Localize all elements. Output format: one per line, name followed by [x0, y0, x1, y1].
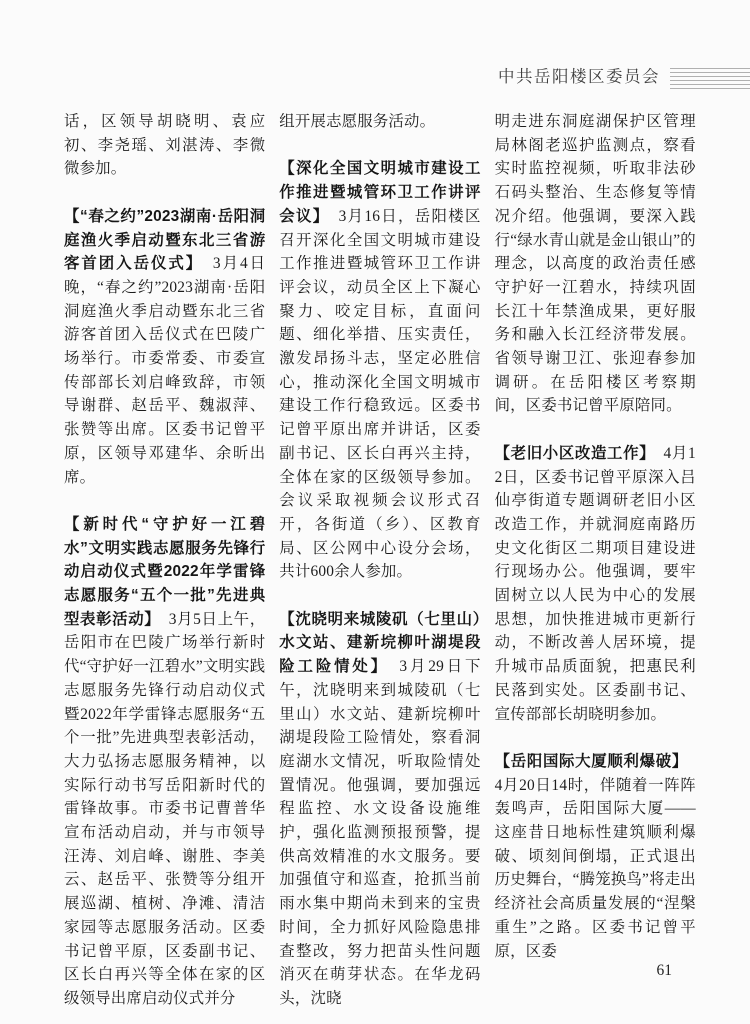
entry-paragraph — [279, 608, 480, 1011]
entry-paragraph — [495, 442, 696, 726]
entry-body: 4月12日，区委书记曾平原深入吕仙亭街道专题调研老旧小区改造工作，并就洞庭南路历史文化街区二期项目建设进行现场办公。他强调，要牢固树立以人民为中心的发展思想，加快推进城市更新行动，不断改善人居环境，提升城市品质面貌，把惠民利民落到实处。区委副书记、宣传部部长胡晓明参加。 — [494, 444, 696, 723]
page-number: 61 — [656, 962, 672, 979]
entry-paragraph — [495, 750, 696, 963]
header-rule-lines — [670, 68, 750, 89]
page-footer — [657, 962, 673, 980]
entry-paragraph — [64, 205, 265, 489]
entry-title: 【新时代“守护好一江碧水”文明实践志愿服务先锋行动启动仪式暨2022年学雷锋志愿服务“五个一批”先进典型表彰活动】 — [64, 515, 266, 628]
entry-title: 【深化全国文明城市建设工作推进暨城管环卫工作讲评会议】 — [279, 160, 481, 225]
entry-body: 3月4日晚，“春之约”2023湖南·岳阳洞庭渔火季启动暨东北三省游客首团入岳仪式在巴陵广场举行。市委常委、市委宣传部部长刘启峰致辞，市领导谢群、赵岳平、魏淑萍、张赞等出席。区委书记曾平原，区领导邓建华、余昕出席。 — [64, 255, 266, 486]
entry-paragraph — [64, 513, 265, 1011]
text-column-1 — [64, 110, 265, 1011]
entry-paragraph — [279, 157, 480, 584]
running-head-title: 中共岳阳楼区委员会 — [498, 68, 660, 86]
text-column-2 — [279, 110, 480, 1011]
continuation-paragraph: 明走进东洞庭湖保护区管理局林阁老巡护监测点，察看实时监控视频，听取非法砂石码头整治、生态修复等情况介绍。他强调，要深入践行“绿水青山就是金山银山”的理念，以高度的政治责任感守护好一江碧水，持续巩固长江十年禁渔成果，更好服务和融入长江经济带发展。省领导谢卫江、张迎春参加调研。在岳阳楼区考察期间，区委书记曾平原陪同。 — [494, 113, 696, 415]
text-column-3 — [495, 110, 696, 1011]
continuation-paragraph: 组开展志愿服务活动。 — [279, 113, 436, 130]
entry-body: 4月20日14时，伴随着一阵阵轰鸣声，岳阳国际大厦——这座昔日地标性建筑顺利爆破、顷刻间倒塌，正式退出历史舞台，“腾笼换鸟”将走出经济社会高质量发展的“涅槃重生”之路。区委书记曾平原，区委 — [494, 752, 696, 960]
entry-body: 3月29日下午，沈晓明来到城陵矶（七里山）水文站、建新垸柳叶湖堤段险工险情处，察看洞庭湖水文情况，听取险情处置情况。他强调，要加强远程监控、水文设备设施维护，强化监测预报预警，提供高效精准的水文服务。要加强值守和巡查，抢抓当前雨水集中期尚未到来的宝贵时间，全力抓好风险隐患排查整改，努力把苗头性问题消灭在萌芽状态。在华龙码头，沈晓 — [279, 658, 481, 1007]
entry-title: 【“春之约”2023湖南·岳阳洞庭渔火季启动暨东北三省游客首团入岳仪式】 — [64, 207, 266, 273]
entry-body: 3月5日上午，岳阳市在巴陵广场举行新时代“守护好一江碧水”文明实践志愿服务先锋行动启动仪式暨2022年学雷锋志愿服务“五个一批”先进典型表彰活动，大力弘扬志愿服务精神，以实际行动书写岳阳新时代的雷锋故事。市委书记曹普华宣布活动启动，并与市领导汪涛、刘启峰、谢胜、李美云、赵岳平、张赞等分组开展巡湖、植树、净滩、清洁家园等志愿服务活动。区委书记曾平原，区委副书记、区长白再兴等全体在家的区级领导出席启动仪式并分 — [64, 610, 266, 1007]
entry-title: 【岳阳国际大厦顺利爆破】 — [494, 752, 681, 770]
three-column-text-area — [64, 110, 696, 1011]
entry-title: 【沈晓明来城陵矶（七里山）水文站、建新垸柳叶湖堤段险工险情处】 — [279, 610, 481, 676]
page-header — [0, 60, 750, 92]
entry-body: 3月16日，岳阳楼区召开深化全国文明城市建设工作推进暨城管环卫工作讲评会议，动员全区上下凝心聚力、咬定目标，直面问题、细化举措、压实责任，激发昂扬斗志，坚定必胜信心，推动深化全国文明城市建设工作行稳致远。区委书记曾平原出席并讲话，区委副书记、区长白再兴主持，全体在家的区级领导参加。会议采取视频会议形式召开，各街道（乡）、区教育局、区公网中心设分会场，共计600余人参加。 — [279, 207, 481, 581]
continuation-paragraph: 话，区领导胡晓明、袁应初、李尧瑶、刘湛涛、李微微参加。 — [64, 113, 266, 178]
entry-title: 【老旧小区改造工作】 — [494, 444, 648, 462]
